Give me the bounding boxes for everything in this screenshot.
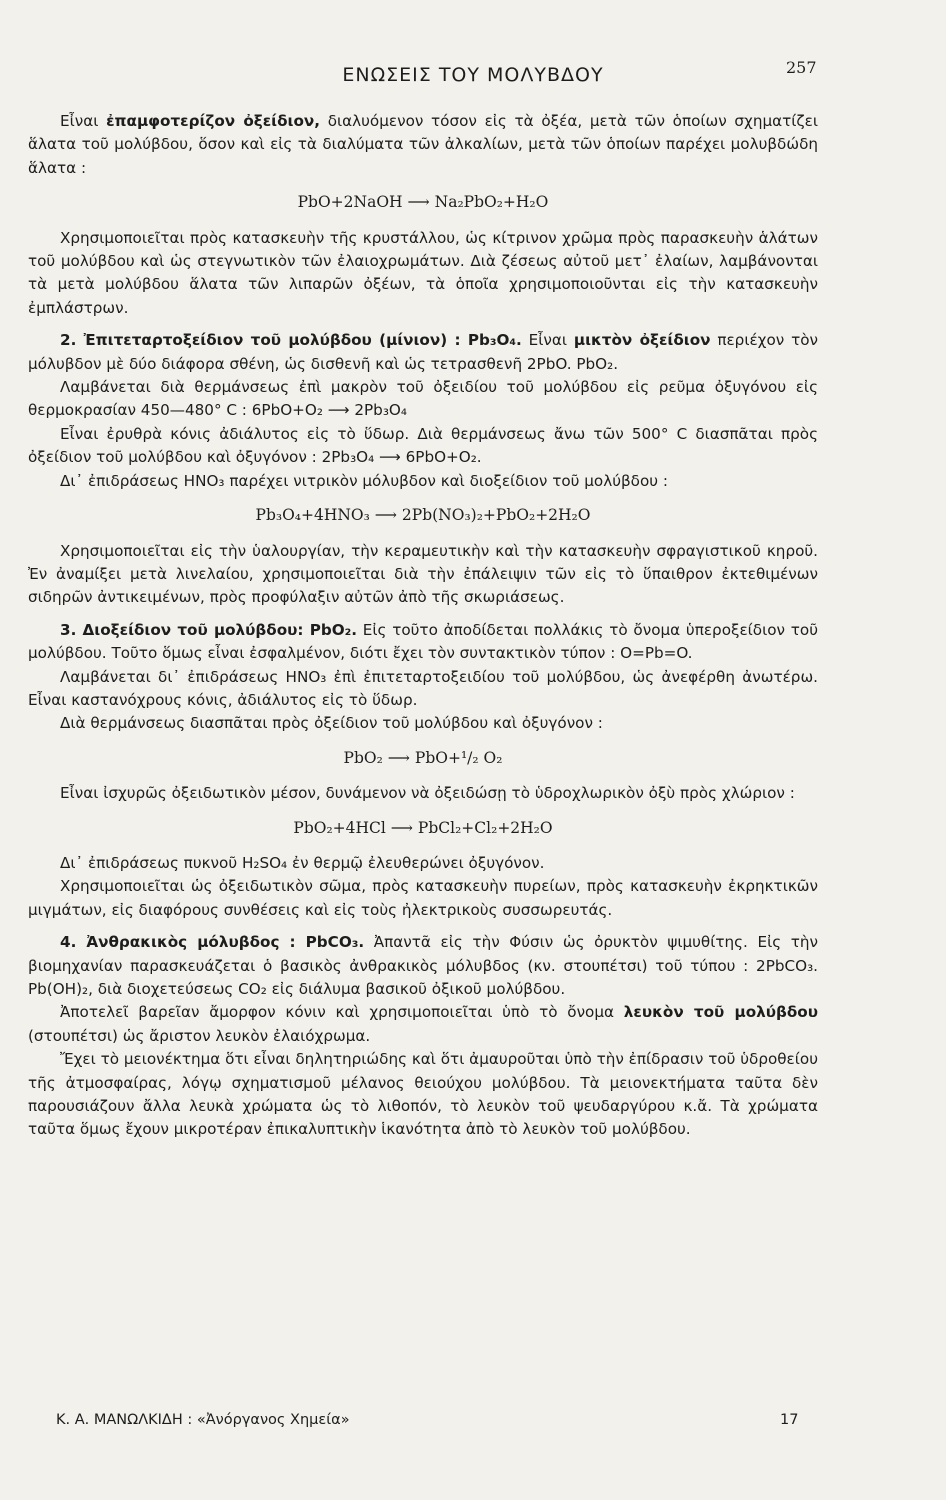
bold-term: ἐπαμφοτερίζον ὀξείδιον, (106, 112, 320, 130)
paragraph-hno3-reaction: Δι᾽ ἐπιδράσεως HNO₃ παρέχει νιτρικὸν μόλυβδον καὶ διοξείδιον τοῦ μολύβδου : (60, 471, 668, 490)
paragraph-oxidizing-agent: Εἶναι ἰσχυρῶς ὀξειδωτικὸν μέσον, δυνάμενον νὰ ὀξειδώσῃ τὸ ὑδροχλωρικὸν ὀξὺ πρὸς χλώριον : (60, 784, 795, 803)
footer-sheet-number: 17 (780, 1412, 799, 1428)
paragraph-preparation-minium: Λαμβάνεται διὰ θερμάνσεως ἐπὶ μακρὸν τοῦ ὀξειδίου τοῦ μολύβδου εἰς ρεῦμα ὀξυγόνου εἰς θερμοκρασίαν 450—480° C : 6PbO+O₂ ⟶ 2Pb₃O₄ (28, 378, 818, 420)
equation-dioxide-decomposition: PbO₂ ⟶ PbO+¹/₂ O₂ (343, 748, 503, 767)
paragraph-h2so4: Δι᾽ ἐπιδράσεως πυκνοῦ H₂SO₄ ἐν θερμῷ ἐλευθερώνει ὀξυγόνον. (60, 853, 545, 872)
paragraph-properties-minium: Εἶναι ἐρυθρὰ κόνις ἀδιάλυτος εἰς τὸ ὕδωρ. Διὰ θερμάνσεως ἄνω τῶν 500° C διασπᾶται πρὸς ὀξείδιον τοῦ μολύβδου καὶ ὀξυγόνον : 2Pb₃O₄ ⟶ 6PbO+O₂. (28, 424, 818, 467)
text-run: Ἀπαντᾶ εἰς τὴν Φύσιν ὡς ὀρυκτὸν ψιμυθίτης. Εἰς τὴν βιομηχανίαν παρασκευάζεται ὁ βασικὸς ἀνθρακικὸς μόλυβδος (κν. στουπέτσι) τοῦ τύπου : 2PbCO₃. Pb(OH)₂, διὰ διοχετεύσεως CO₂ εἰς διάλυμα βασικοῦ ὀξικοῦ μολύβδου. (28, 933, 818, 998)
text-run: Ἀποτελεῖ βαρεῖαν ἄμορφον κόνιν καὶ χρησιμοποιεῖται ὑπὸ τὸ ὄνομα (60, 1003, 624, 1022)
paragraph-uses-pbo: Χρησιμοποιεῖται πρὸς κατασκευὴν τῆς κρυστάλλου, ὡς κίτρινον χρῶμα πρὸς παρασκευὴν ἁλάτων τοῦ μολύβδου καὶ ὡς στεγνωτικὸν τῶν ἐλαιοχρωμάτων. Διὰ ζέσεως αὐτοῦ μετ᾽ ἐλαίων, λαμβάνονται τὰ μετὰ μολύβδου ἅλατα τῶν λιπαρῶν ὀξέων, τὰ ὁποῖα χρησιμοποιοῦνται εἰς τὴν κατασκευὴν ἐμπλάστρων. (28, 228, 818, 317)
page-body (28, 110, 818, 1142)
text-run: διαλυόμενον τόσον εἰς τὰ ὀξέα, μετὰ τῶν ὁποίων σχηματίζει ἅλατα τοῦ μολύβδου, ὅσον καὶ εἰς τὰ διαλύματα τῶν ἀλκαλίων, μετὰ τῶν ὁποίων παρέχει μολυβδώδη ἅλατα : (28, 112, 819, 177)
equation-pbo-naoh: PbO+2NaOH ⟶ Na₂PbO₂+H₂O (297, 193, 549, 212)
section-carbonate (28, 931, 818, 1001)
equation-dioxide-hcl: PbO₂+4HCl ⟶ PbCl₂+Cl₂+2H₂O (293, 818, 553, 837)
paragraph-heating-dioxide: Διὰ θερμάνσεως διασπᾶται πρὸς ὀξείδιον τοῦ μολύβδου καὶ ὀξυγόνον : (60, 714, 603, 733)
section-heading: 2. Ἐπιτεταρτοξείδιον τοῦ μολύβδου (μίνιον) : Pb₃O₄. (60, 331, 522, 350)
section-heading: 3. Διοξείδιον τοῦ μολύβδου: PbO₂. (60, 620, 358, 639)
paragraph-amphoteric (28, 110, 818, 180)
text-run: Εἰς τοῦτο ἀποδίδεται πολλάκις τὸ ὄνομα ὑπεροξείδιον τοῦ μολύβδου. Τοῦτο ὅμως εἶναι ἐσφαλμένον, διότι ἔχει τὸν συντακτικὸν τύπον : O=Pb=O. (28, 620, 818, 663)
text-run: περιέχον τὸν μόλυβδον μὲ δύο διάφορα σθένη, ὡς δισθενῆ καὶ ὡς τετρασθενῆ 2PbO. PbO₂. (28, 331, 818, 373)
paragraph-uses-minium: Χρησιμοποιεῖται εἰς τὴν ὑαλουργίαν, τὴν κεραμευτικὴν καὶ τὴν κατασκευὴν σφραγιστικοῦ κηροῦ. Ἐν ἀναμίξει μετὰ λινελαίου, χρησιμοποιεῖται διὰ τὴν ἐπάλειψιν τῶν εἰς τὸ ὕπαιθρον ἐκτεθιμένων σιδηρῶν ἀντικειμένων, πρὸς προφύλαξιν αὐτῶν ἀπὸ τῆς σκωριάσεως. (28, 541, 818, 607)
footer-author: Κ. Α. ΜΑΝΩΛΚΙΔΗ : «Ἀνόργανος Χημεία» (56, 1412, 350, 1428)
section-heading: 4. Ἀνθρακικὸς μόλυβδος : PbCO₃. (60, 933, 365, 952)
text-run: (στουπέτσι) ὡς ἄριστον λευκὸν ἐλαιόχρωμα. (28, 1026, 371, 1045)
running-title: ΕΝΩΣΕΙΣ ΤΟΥ ΜΟΛΥΒΔΟΥ (342, 64, 604, 86)
bold-term: λευκὸν τοῦ μολύβδου (623, 1003, 818, 1022)
equation-minium-hno3: Pb₃O₄+4HNO₃ ⟶ 2Pb(NO₃)₂+PbO₂+2H₂O (255, 506, 591, 525)
paragraph-disadvantages: Ἔχει τὸ μειονέκτημα ὅτι εἶναι δηλητηριώδης καὶ ὅτι ἀμαυροῦται ὑπὸ τὴν ἐπίδρασιν τοῦ ὑδροθείου τῆς ἀτμοσφαίρας, λόγῳ σχηματισμοῦ μέλανος θειούχου μολύβδου. Τὰ μειονεκτήματα ταῦτα δὲν παρουσιάζουν ἄλλα λευκὰ χρώματα ὡς τὸ λιθοπόν, τὸ λευκὸν τοῦ ψευδαργύρου κ.ἄ. Τὰ χρώματα ταῦτα ὅμως ἔχουν μικροτέραν ἐπικαλυπτικὴν ἱκανότητα ἀπὸ τὸ λευκὸν τοῦ μολύβδου. (28, 1050, 818, 1139)
paragraph-white-lead (28, 1001, 818, 1048)
bold-term: μικτὸν ὀξείδιον (573, 331, 711, 350)
text-run: Εἶναι (60, 112, 107, 130)
section-dioxide (28, 619, 818, 666)
paragraph-preparation-dioxide: Λαμβάνεται δι᾽ ἐπιδράσεως HNO₃ ἐπὶ ἐπιτεταρτοξειδίου τοῦ μολύβδου, ὡς ἀνεφέρθη ἀνωτέρω. Εἶναι καστανόχρους κόνις, ἀδιάλυτος εἰς τὸ ὕδωρ. (28, 667, 818, 709)
paragraph-uses-dioxide: Χρησιμοποιεῖται ὡς ὀξειδωτικὸν σῶμα, πρὸς κατασκευὴν πυρείων, πρὸς κατασκευὴν ἐκρηκτικῶν μιγμάτων, εἰς διαφόρους συνθέσεις καὶ εἰς τοὺς ἠλεκτρικοὺς συσσωρευτάς. (28, 877, 818, 919)
page-number: 257 (786, 58, 817, 77)
text-run: Εἶναι (521, 331, 574, 350)
section-minium (28, 329, 818, 376)
